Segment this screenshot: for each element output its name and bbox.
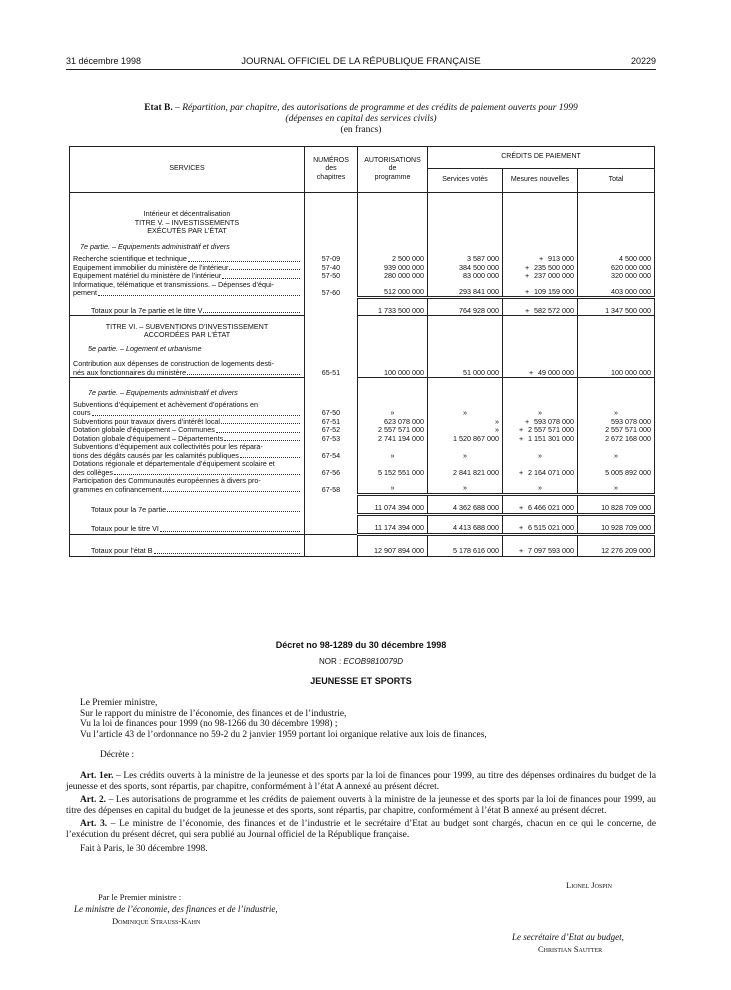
decree-decrete: Décrète : [100, 750, 135, 761]
article-1: Art. 1er. – Les crédits ouverts à la ministre de la jeunesse et des sports par la loi de finances pour 1999, au titre des dépenses ordinaires du budget de la jeunesse et des sports, sont répartis, par chapitre, conformément à l’état A annexé au présent décret. [66, 770, 656, 792]
signature-secretaire-budget: Christian Sautter [538, 944, 603, 954]
table-row: Subventions d’équipement aux collectivités pour les répara- tions des dégâts causés par les calamités publiques 67-54 » » » » [70, 443, 655, 460]
header-journal-title: JOURNAL OFFICIEL DE LA RÉPUBLIQUE FRANÇAISE [241, 56, 481, 67]
etat-label: Etat B. [144, 103, 173, 113]
decree-date: Fait à Paris, le 30 décembre 1998. [80, 843, 208, 854]
subtotal-row: Totaux pour le titre VI 11 174 394 000 4 413 688 000 + 6 515 021 000 10 928 709 000 [70, 514, 655, 534]
subtotal-row: Totaux pour la 7e partie et le titre V 1 733 500 000 764 928 000 + 582 572 000 1 347 500 000 [70, 298, 655, 316]
header-rule [66, 69, 656, 70]
table-row: Dotation globale d’équipement – Départements 67-53 2 741 194 000 1 520 867 000 + 1 151 301 000 2 672 168 000 [70, 435, 655, 444]
col-credits-paiement: CRÉDITS DE PAIEMENT [428, 147, 655, 169]
par-premier-ministre: Par le Premier ministre : [98, 892, 182, 902]
etat-subtitle: (dépenses en capital des services civils) [285, 114, 437, 124]
signature-premier-ministre: Lionel Jospin [566, 880, 612, 890]
grand-total-row: Totaux pour l’état B 12 907 894 000 5 178 616 000 + 7 097 593 000 12 276 209 000 [70, 534, 655, 556]
decree-nor: NOR : ECOB9810079D [318, 657, 404, 666]
header-page-number: 20229 [630, 56, 656, 66]
table-row: Subventions d’équipement et achèvement d’opérations en cours 67-50 » » » » [70, 398, 655, 418]
etat-unit: (en francs) [340, 125, 382, 135]
table-row: Dotations régionale et départementale d’équipement scolaire et des collèges 67-56 5 152 551 000 2 841 821 000 + 2 164 071 000 5 005 892 000 [70, 460, 655, 477]
table-row: Subventions pour travaux divers d’intérêt local 67-51 623 078 000 » + 593 078 000 593 078 000 [70, 418, 655, 427]
col-autorisations: AUTORISATIONS de programme [358, 147, 428, 193]
table-row: Contribution aux dépenses de construction de logements desti- nés aux fonctionnaires du ministère 65-51 100 000 000 51 000 000 + 49 000 000 100 000 000 [70, 354, 655, 378]
article-3: Art. 3. – Le ministre de l’économie, des finances et de l’industrie et le secrétaire d’Etat au budget sont chargés, chacun en ce qui le concerne, de l’exécution du présent décret, qui sera publié au Journal officiel de la République française. [66, 819, 656, 840]
table-row: Equipement immobilier du ministère de l’intérieur 57-40 939 000 000 384 500 000 + 235 500 000 620 000 000 [70, 264, 655, 273]
decree-title: Décret no 98-1289 du 30 décembre 1998 [275, 640, 447, 650]
etat-title-text: – Répartition, par chapitre, des autorisations de programme et des crédits de paiement ouverts pour 1999 [172, 103, 578, 113]
decree-intro-line: Vu l’article 43 de l’ordonnance no 59-2 du 2 janvier 1959 portant loi organique relative aux lois de finances, [80, 729, 487, 740]
etat-b-title [66, 103, 656, 136]
col-services-votes: Services votés [428, 169, 503, 193]
signature-ministre-economie: Dominique Strauss-Kahn [112, 916, 201, 926]
partie-7a-heading: 7e partie. – Equipements administratif et divers [70, 236, 305, 252]
partie-7b-heading: 7e partie. – Equipements administratif et divers [70, 378, 305, 398]
credits-table [69, 146, 655, 557]
decree-intro-line: Sur le rapport du ministre de l’économie, des finances et de l’industrie, [80, 708, 347, 719]
table-row: Dotation globale d’équipement – Communes 67-52 2 557 571 000 » + 2 557 571 000 2 557 571 000 [70, 426, 655, 435]
table-row: Recherche scientifique et technique 57-09 2 500 000 3 587 000 + 913 000 4 500 000 [70, 252, 655, 264]
table-row: Equipement matériel du ministère de l’intérieur 57-50 280 000 000 83 000 000 + 237 000 000 320 000 000 [70, 272, 655, 281]
secretaire-budget-title: Le secrétaire d’Etat au budget, [512, 932, 624, 942]
ministry-heading: Intérieur et décentralisation [70, 193, 305, 219]
ministry-title: JEUNESSE ET SPORTS [310, 676, 412, 686]
decree-body [66, 698, 656, 854]
decree-intro-line: Vu la loi de finances pour 1999 (no 98-1266 du 30 décembre 1998) ; [80, 719, 338, 730]
ministre-economie-title: Le ministre de l’économie, des finances et de l’industrie, [74, 904, 278, 914]
col-numeros: NUMÉROS des chapitres [305, 147, 358, 193]
titre-vi-heading: TITRE VI. – SUBVENTIONS D’INVESTISSEMENT ACCORDÉES PAR L’ÉTAT [70, 316, 305, 340]
col-mesures-nouvelles: Mesures nouvelles [503, 169, 578, 193]
col-services: SERVICES [70, 147, 305, 193]
header-date: 31 décembre 1998 [66, 56, 142, 66]
table-row: Participation des Communautés européennes à divers pro- grammes en cofinancement 67-58 » » » » [70, 477, 655, 494]
page-header [66, 56, 656, 70]
decree-intro-line: Le Premier ministre, [80, 698, 158, 708]
table-row: Informatique, télématique et transmissions. – Dépenses d’équi- pement 57-60 512 000 000 293 841 000 + 109 159 000 403 000 000 [70, 281, 655, 298]
col-total: Total [578, 169, 655, 193]
subtotal-row: Totaux pour la 7e partie 11 074 394 000 4 362 688 000 + 6 466 021 000 10 828 709 000 [70, 494, 655, 514]
titre-v-heading: TITRE V. – INVESTISSEMENTS EXÉCUTÉS PAR L’ÉTAT [70, 219, 305, 236]
article-2: Art. 2. – Les autorisations de programme et les crédits de paiement ouverts à la ministre de la jeunesse et des sports par la loi de finances pour 1999, au titre des dépenses en capital du budget de la jeunesse et des sports, sont répartis, par chapitre, conformément à l’état B annexé au présent décret. [66, 795, 656, 816]
partie-5-heading: 5e partie. – Logement et urbanisme [70, 340, 305, 354]
